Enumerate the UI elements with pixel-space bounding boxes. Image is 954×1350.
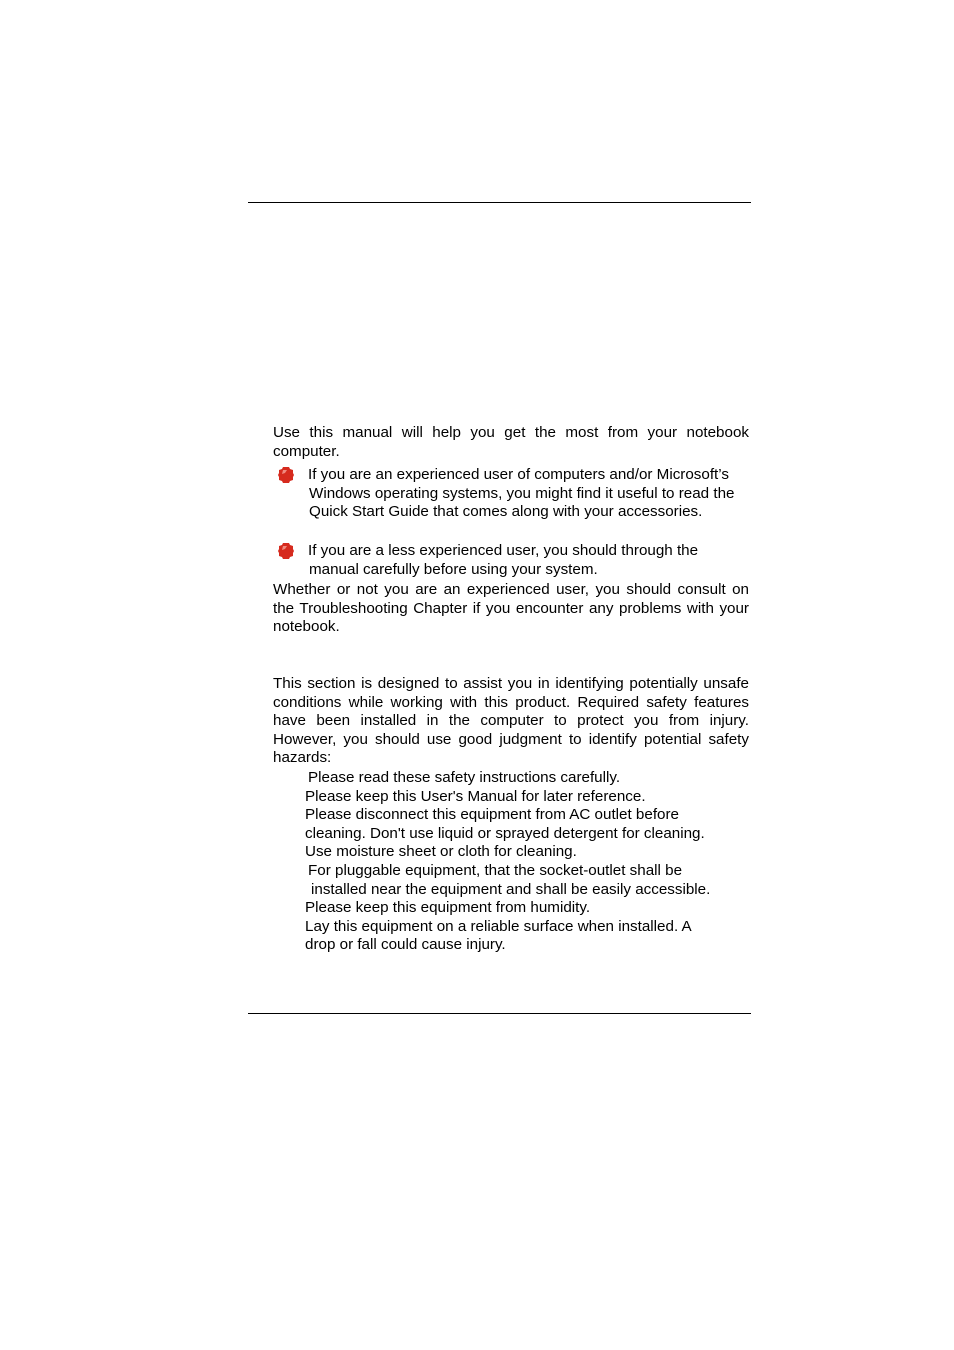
intro-paragraph: Use this manual will help you get the most from your notebook computer. bbox=[273, 424, 749, 460]
header-rule bbox=[248, 202, 751, 203]
footer-rule bbox=[248, 1013, 751, 1014]
safety-line: Please keep this User's Manual for later reference. bbox=[305, 787, 646, 805]
troubleshooting-paragraph: Whether or not you are an experienced user, you should consult on the Troubleshooting Chapter if you encounter any problems with your notebook. bbox=[273, 581, 749, 636]
safety-line: Please read these safety instructions carefully. bbox=[308, 769, 621, 786]
bullet-item-experienced bbox=[273, 466, 749, 522]
safety-line: installed near the equipment and shall be easily accessible. bbox=[311, 880, 711, 898]
safety-line: Please disconnect this equipment from AC outlet before bbox=[305, 806, 679, 824]
red-bullet-icon bbox=[277, 466, 295, 484]
bullet-item-less-experienced bbox=[273, 542, 749, 579]
safety-intro-paragraph: This section is designed to assist you in identifying potentially unsafe conditions while working with this product. Required safety features have been installed in the computer to protect you from injury. However, you should use good judgment to identify potential safety hazards: bbox=[273, 675, 749, 767]
safety-line: Please keep this equipment from humidity. bbox=[305, 899, 591, 917]
bullet-text: If you are a less experienced user, you should through the manual carefully before using your system. bbox=[308, 542, 699, 578]
safety-line: cleaning. Don't use liquid or sprayed detergent for cleaning. bbox=[305, 824, 705, 842]
safety-line: drop or fall could cause injury. bbox=[305, 936, 506, 954]
safety-line: Use moisture sheet or cloth for cleaning. bbox=[305, 843, 577, 861]
red-bullet-icon bbox=[277, 542, 295, 560]
safety-line: For pluggable equipment, that the socket-outlet shall be bbox=[308, 861, 683, 879]
safety-instructions-list bbox=[305, 769, 745, 955]
safety-line: Lay this equipment on a reliable surface when installed. A bbox=[305, 917, 692, 935]
bullet-text: If you are an experienced user of computers and/or Microsoft’s Windows operating systems, you might find it useful to read the Quick Start Guide that comes along with your accessories. bbox=[308, 466, 735, 521]
